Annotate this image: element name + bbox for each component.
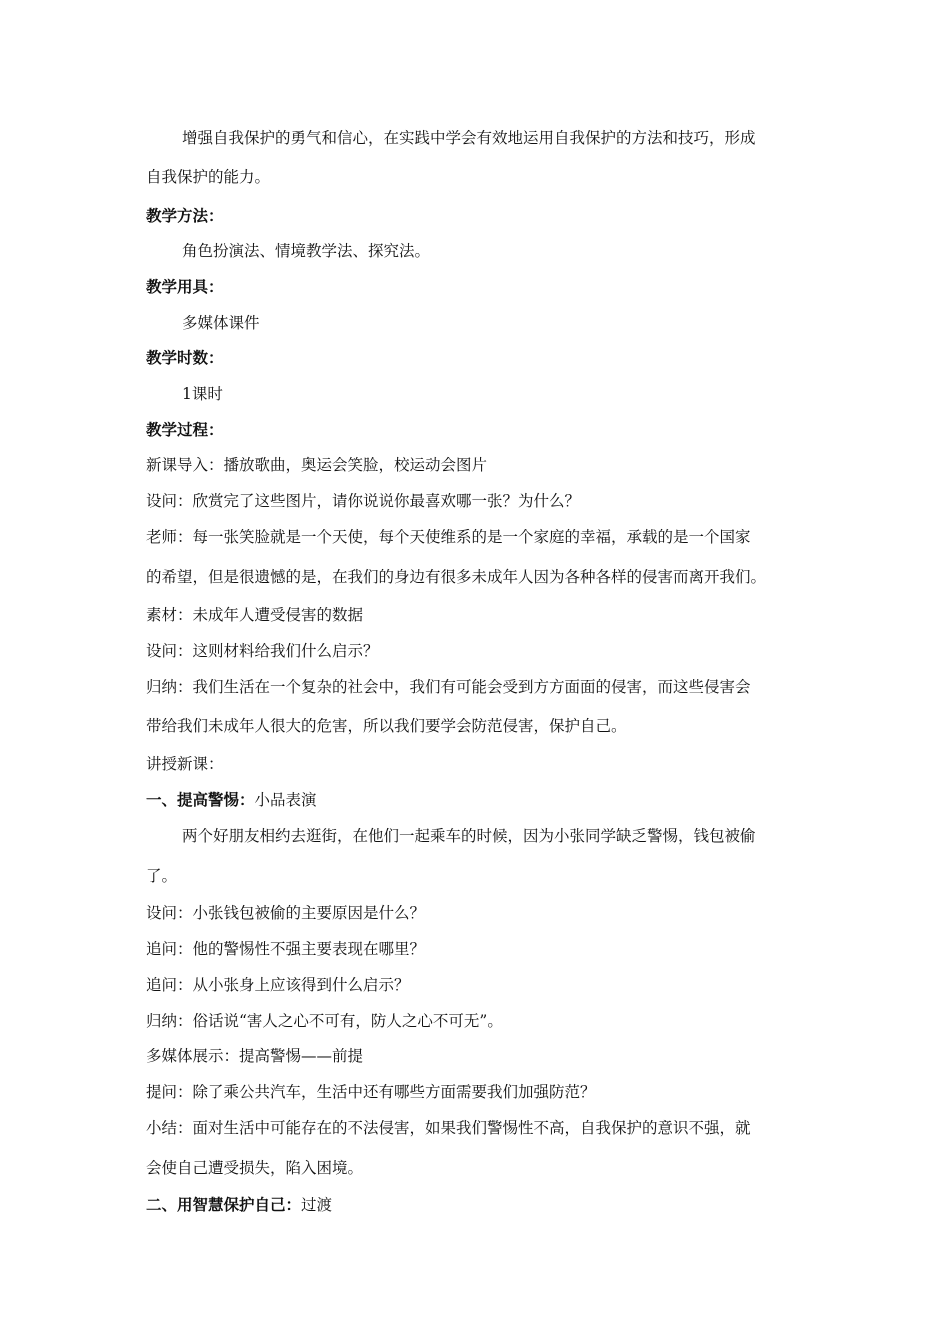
paragraph-line: 追问：从小张身上应该得到什么启示？ [146,976,410,994]
paragraph-line: 归纳：俗话说“害人之心不可有，防人之心不可无”。 [146,1012,503,1030]
subsection-title: 一、提高警惕： [146,791,255,809]
section-heading-hours: 教学时数： [146,349,224,367]
paragraph-line: 追问：他的警惕性不强主要表现在哪里？ [146,940,426,958]
subsection-subtitle: 过渡 [301,1196,333,1214]
paragraph-line: 的希望，但是很遗憾的是，在我们的身边有很多未成年人因为各种各样的侵害而离开我们。 [146,568,767,586]
paragraph-line: 新课导入：播放歌曲，奥运会笑脸，校运动会图片 [146,456,488,474]
paragraph-line: 设问：欣赏完了这些图片，请你说说你最喜欢哪一张？为什么？ [146,492,581,510]
paragraph-line: 多媒体课件 [182,314,260,332]
paragraph-line: 归纳：我们生活在一个复杂的社会中，我们有可能会受到方方面面的侵害，而这些侵害会 [146,678,751,696]
section-heading-process: 教学过程： [146,421,224,439]
paragraph-line: 两个好朋友相约去逛街，在他们一起乘车的时候，因为小张同学缺乏警惕，钱包被偷 [182,827,756,845]
subsection-title: 二、用智慧保护自己： [146,1196,302,1214]
paragraph-line: 1课时 [182,385,223,403]
paragraph-line: 多媒体展示：提高警惕——前提 [146,1047,364,1065]
paragraph-line: 设问：这则材料给我们什么启示？ [146,642,379,660]
paragraph-line: 素材：未成年人遭受侵害的数据 [146,606,364,624]
paragraph-line: 设问：小张钱包被偷的主要原因是什么？ [146,904,426,922]
paragraph-line: 小结：面对生活中可能存在的不法侵害，如果我们警惕性不高，自我保护的意识不强，就 [146,1119,751,1137]
paragraph-line: 带给我们未成年人很大的危害，所以我们要学会防范侵害，保护自己。 [146,717,627,735]
subsection-subtitle: 小品表演 [254,791,317,809]
section-heading-method: 教学方法： [146,207,224,225]
paragraph-line: 讲授新课： [146,755,224,773]
subsection-heading-1 [146,790,806,810]
subsection-heading-2 [146,1195,806,1215]
paragraph-line: 会使自己遭受损失，陷入困境。 [146,1159,364,1177]
paragraph-line: 提问：除了乘公共汽车，生活中还有哪些方面需要我们加强防范？ [146,1083,596,1101]
paragraph-line: 角色扮演法、情境教学法、探究法。 [182,242,431,260]
paragraph-line: 增强自我保护的勇气和信心，在实践中学会有效地运用自我保护的方法和技巧，形成 [182,129,756,147]
section-heading-tools: 教学用具： [146,278,224,296]
paragraph-line: 自我保护的能力。 [146,168,271,186]
paragraph-line: 老师：每一张笑脸就是一个天使，每个天使维系的是一个家庭的幸福，承载的是一个国家 [146,528,751,546]
paragraph-line: 了。 [146,867,178,885]
